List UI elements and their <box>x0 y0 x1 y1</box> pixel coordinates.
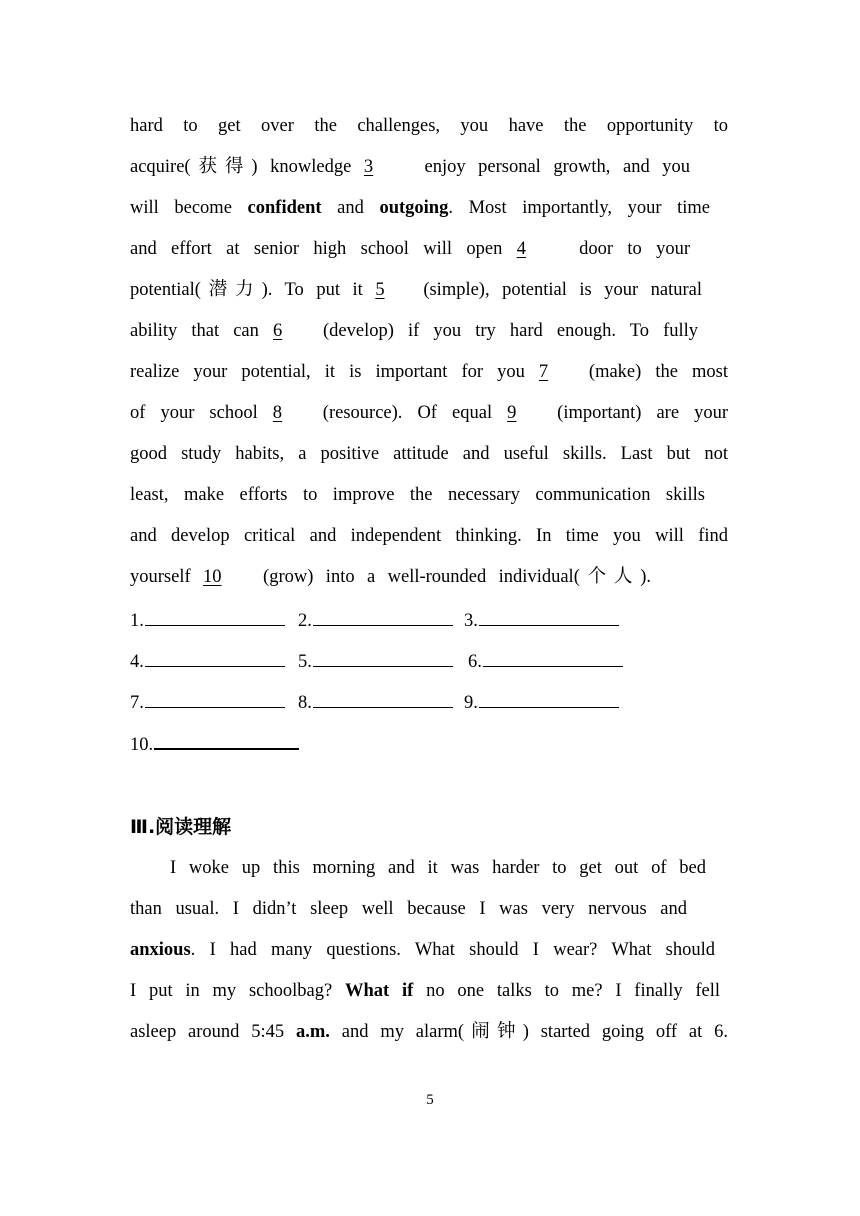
passage-line-1 <box>130 111 728 141</box>
reading-text: and my alarm(闹钟) started going off at 6. <box>341 1022 728 1042</box>
blank-9[interactable]: 9 <box>507 403 517 423</box>
passage-text: (develop) if you try hard enough. To fully <box>323 321 699 341</box>
answer-number: 10. <box>130 735 154 755</box>
answer-line[interactable] <box>313 646 453 667</box>
answer-line[interactable] <box>479 687 619 708</box>
blank-6[interactable]: 6 <box>273 321 283 341</box>
blank-7[interactable]: 7 <box>538 362 549 382</box>
blank-4[interactable]: 4 <box>516 239 526 259</box>
passage-line-10 <box>130 480 705 510</box>
reading-text: I woke up this morning and it was harder to get out of bed <box>170 858 706 878</box>
passage-line-12 <box>130 562 651 592</box>
reading-text: no one talks to me? I finally fell <box>426 981 721 1001</box>
answer-number: 1. <box>130 611 144 631</box>
blank-3[interactable]: 3 <box>363 157 374 177</box>
passage-line-3 <box>130 193 710 223</box>
bold-word: confident <box>247 198 322 218</box>
answer-number: 3. <box>464 611 478 631</box>
answer-line[interactable] <box>313 687 453 708</box>
passage-text: and effort at senior high school will open <box>130 239 503 259</box>
blank-5[interactable]: 5 <box>375 280 385 300</box>
passage-line-6 <box>130 316 698 346</box>
answer-slot-10[interactable] <box>130 728 299 760</box>
bold-word: a.m. <box>296 1022 330 1042</box>
answer-slot-1[interactable] <box>130 605 285 636</box>
passage-text: and <box>337 198 364 218</box>
bold-word: anxious <box>130 940 191 960</box>
answer-number: 6. <box>468 652 482 672</box>
passage-line-4 <box>130 234 690 264</box>
passage-text: ability that can <box>130 321 259 341</box>
reading-text: I put in my schoolbag? <box>130 981 333 1001</box>
passage-text: and develop critical and independent thinking. In time you will find <box>130 526 728 546</box>
passage-line-7 <box>130 357 728 387</box>
passage-text: (important) are your <box>557 403 729 423</box>
passage-text: door to your <box>579 239 691 259</box>
answer-line[interactable] <box>483 646 623 667</box>
passage-text: (resource). Of equal <box>322 403 493 423</box>
answer-number: 9. <box>464 693 478 713</box>
passage-text: . Most importantly, your time <box>448 198 710 218</box>
answer-slot-6[interactable] <box>468 646 623 677</box>
answer-slot-4[interactable] <box>130 646 285 677</box>
reading-text: asleep around 5:45 <box>130 1022 285 1042</box>
reading-line-2 <box>130 894 687 924</box>
answer-line[interactable] <box>145 687 285 708</box>
answer-number: 7. <box>130 693 144 713</box>
reading-line-1 <box>170 853 706 883</box>
answer-slot-9[interactable] <box>464 687 619 718</box>
reading-text: . I had many questions. What should I wear? What should <box>190 940 715 960</box>
reading-line-3 <box>130 935 715 965</box>
passage-text: realize your potential, it is important for you <box>130 362 525 382</box>
answer-line[interactable] <box>479 605 619 626</box>
reading-line-5 <box>130 1017 728 1047</box>
blank-10[interactable]: 10 <box>203 567 222 587</box>
passage-text: of your school <box>130 403 258 423</box>
answer-line[interactable] <box>313 605 453 626</box>
answer-line[interactable] <box>145 646 285 667</box>
passage-text: potential(潜力). To put it <box>130 280 363 300</box>
answer-slot-7[interactable] <box>130 687 285 718</box>
passage-text: (simple), potential is your natural <box>423 280 703 300</box>
answer-line[interactable] <box>154 728 299 750</box>
passage-text: enjoy personal growth, and you <box>424 157 691 177</box>
passage-line-2 <box>130 152 690 182</box>
answer-number: 5. <box>298 652 312 672</box>
section-heading: Ⅲ.阅读理解 <box>130 816 232 838</box>
answer-line[interactable] <box>145 605 285 626</box>
passage-line-8 <box>130 398 728 428</box>
passage-text: (make) the most <box>588 362 728 382</box>
bold-word: outgoing <box>379 198 449 218</box>
answer-number: 2. <box>298 611 312 631</box>
passage-text: will become <box>130 198 232 218</box>
answer-number: 4. <box>130 652 144 672</box>
passage-line-5 <box>130 275 702 305</box>
passage-text: least, make efforts to improve the necessary communication skills <box>130 485 705 505</box>
bold-word: What if <box>344 981 414 1001</box>
reading-text: than usual. I didn’t sleep well because I was very nervous and <box>130 899 687 919</box>
passage-text: hard to get over the challenges, you have the opportunity to <box>130 116 728 136</box>
answer-slot-2[interactable] <box>298 605 453 636</box>
blank-8[interactable]: 8 <box>272 403 283 423</box>
passage-line-11 <box>130 521 728 551</box>
passage-text: yourself <box>130 567 191 587</box>
passage-text: acquire(获得) knowledge <box>130 157 352 177</box>
answer-number: 8. <box>298 693 312 713</box>
passage-text: good study habits, a positive attitude and useful skills. Last but not <box>130 444 728 464</box>
answer-slot-3[interactable] <box>464 605 619 636</box>
reading-line-4 <box>130 976 720 1006</box>
passage-line-9 <box>130 439 728 469</box>
answer-slot-8[interactable] <box>298 687 453 718</box>
passage-text: (grow) into a well-rounded individual(个人). <box>263 567 652 587</box>
page-number: 5 <box>426 1092 434 1108</box>
answer-slot-5[interactable] <box>298 646 453 677</box>
